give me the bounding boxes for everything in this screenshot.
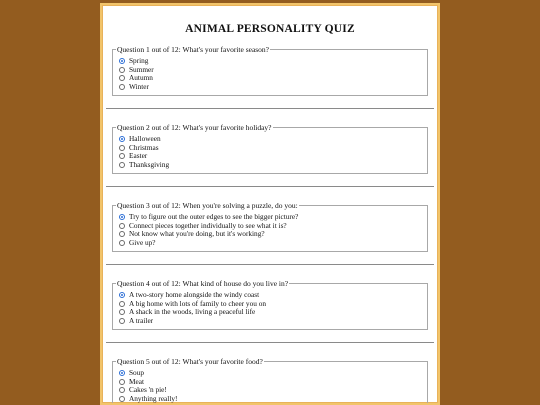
question-4	[112, 279, 428, 330]
divider	[106, 264, 434, 265]
question-4-option-4[interactable]: A trailer	[119, 317, 421, 326]
radio-selected-icon[interactable]	[119, 58, 125, 64]
question-5-option-1[interactable]: Soup	[119, 369, 421, 378]
question-5-legend: Question 5 out of 12: What's your favorite food?	[117, 357, 263, 366]
question-1-option-1[interactable]: Spring	[119, 57, 421, 66]
question-3-option-3[interactable]: Not know what you're doing, but it's working?	[119, 230, 421, 239]
radio-icon[interactable]	[119, 240, 125, 246]
radio-icon[interactable]	[119, 387, 125, 393]
question-2-option-3[interactable]: Easter	[119, 152, 421, 161]
question-5-option-4[interactable]: Anything really!	[119, 395, 421, 404]
question-2-option-1[interactable]: Halloween	[119, 135, 421, 144]
question-4-legend: Question 4 out of 12: What kind of house do you live in?	[117, 279, 289, 288]
question-4-option-2[interactable]: A big home with lots of family to cheer you on	[119, 300, 421, 309]
question-3-option-1[interactable]: Try to figure out the outer edges to see the bigger picture?	[119, 213, 421, 222]
question-5-option-3[interactable]: Cakes 'n pie!	[119, 386, 421, 395]
question-1-option-4[interactable]: Winter	[119, 83, 421, 92]
radio-icon[interactable]	[119, 75, 125, 81]
question-2-legend: Question 2 out of 12: What's your favorite holiday?	[117, 123, 272, 132]
question-2-option-2[interactable]: Christmas	[119, 144, 421, 153]
radio-icon[interactable]	[119, 153, 125, 159]
divider	[106, 186, 434, 187]
radio-selected-icon[interactable]	[119, 370, 125, 376]
quiz-title: ANIMAL PERSONALITY QUIZ	[185, 23, 355, 35]
divider	[106, 342, 434, 343]
radio-icon[interactable]	[119, 309, 125, 315]
question-1-option-2[interactable]: Summer	[119, 66, 421, 75]
question-3-legend: Question 3 out of 12: When you're solving a puzzle, do you:	[117, 201, 298, 210]
question-2	[112, 123, 428, 174]
radio-icon[interactable]	[119, 318, 125, 324]
radio-icon[interactable]	[119, 396, 125, 402]
question-1-option-3[interactable]: Autumn	[119, 74, 421, 83]
question-3-option-4[interactable]: Give up?	[119, 239, 421, 248]
radio-selected-icon[interactable]	[119, 292, 125, 298]
question-5-option-2[interactable]: Meat	[119, 378, 421, 387]
question-5	[112, 357, 428, 405]
question-4-option-3[interactable]: A shack in the woods, living a peaceful life	[119, 308, 421, 317]
divider	[106, 108, 434, 109]
radio-icon[interactable]	[119, 84, 125, 90]
question-3	[112, 201, 428, 252]
question-1	[112, 45, 428, 96]
radio-selected-icon[interactable]	[119, 214, 125, 220]
quiz-page	[100, 3, 440, 405]
radio-selected-icon[interactable]	[119, 136, 125, 142]
radio-icon[interactable]	[119, 145, 125, 151]
radio-icon[interactable]	[119, 231, 125, 237]
radio-icon[interactable]	[119, 67, 125, 73]
question-1-legend: Question 1 out of 12: What's your favorite season?	[117, 45, 270, 54]
question-2-option-4[interactable]: Thanksgiving	[119, 161, 421, 170]
radio-icon[interactable]	[119, 301, 125, 307]
question-4-option-1[interactable]: A two-story home alongside the windy coast	[119, 291, 421, 300]
radio-icon[interactable]	[119, 162, 125, 168]
question-3-option-2[interactable]: Connect pieces together individually to see what it is?	[119, 222, 421, 231]
radio-icon[interactable]	[119, 223, 125, 229]
radio-icon[interactable]	[119, 379, 125, 385]
